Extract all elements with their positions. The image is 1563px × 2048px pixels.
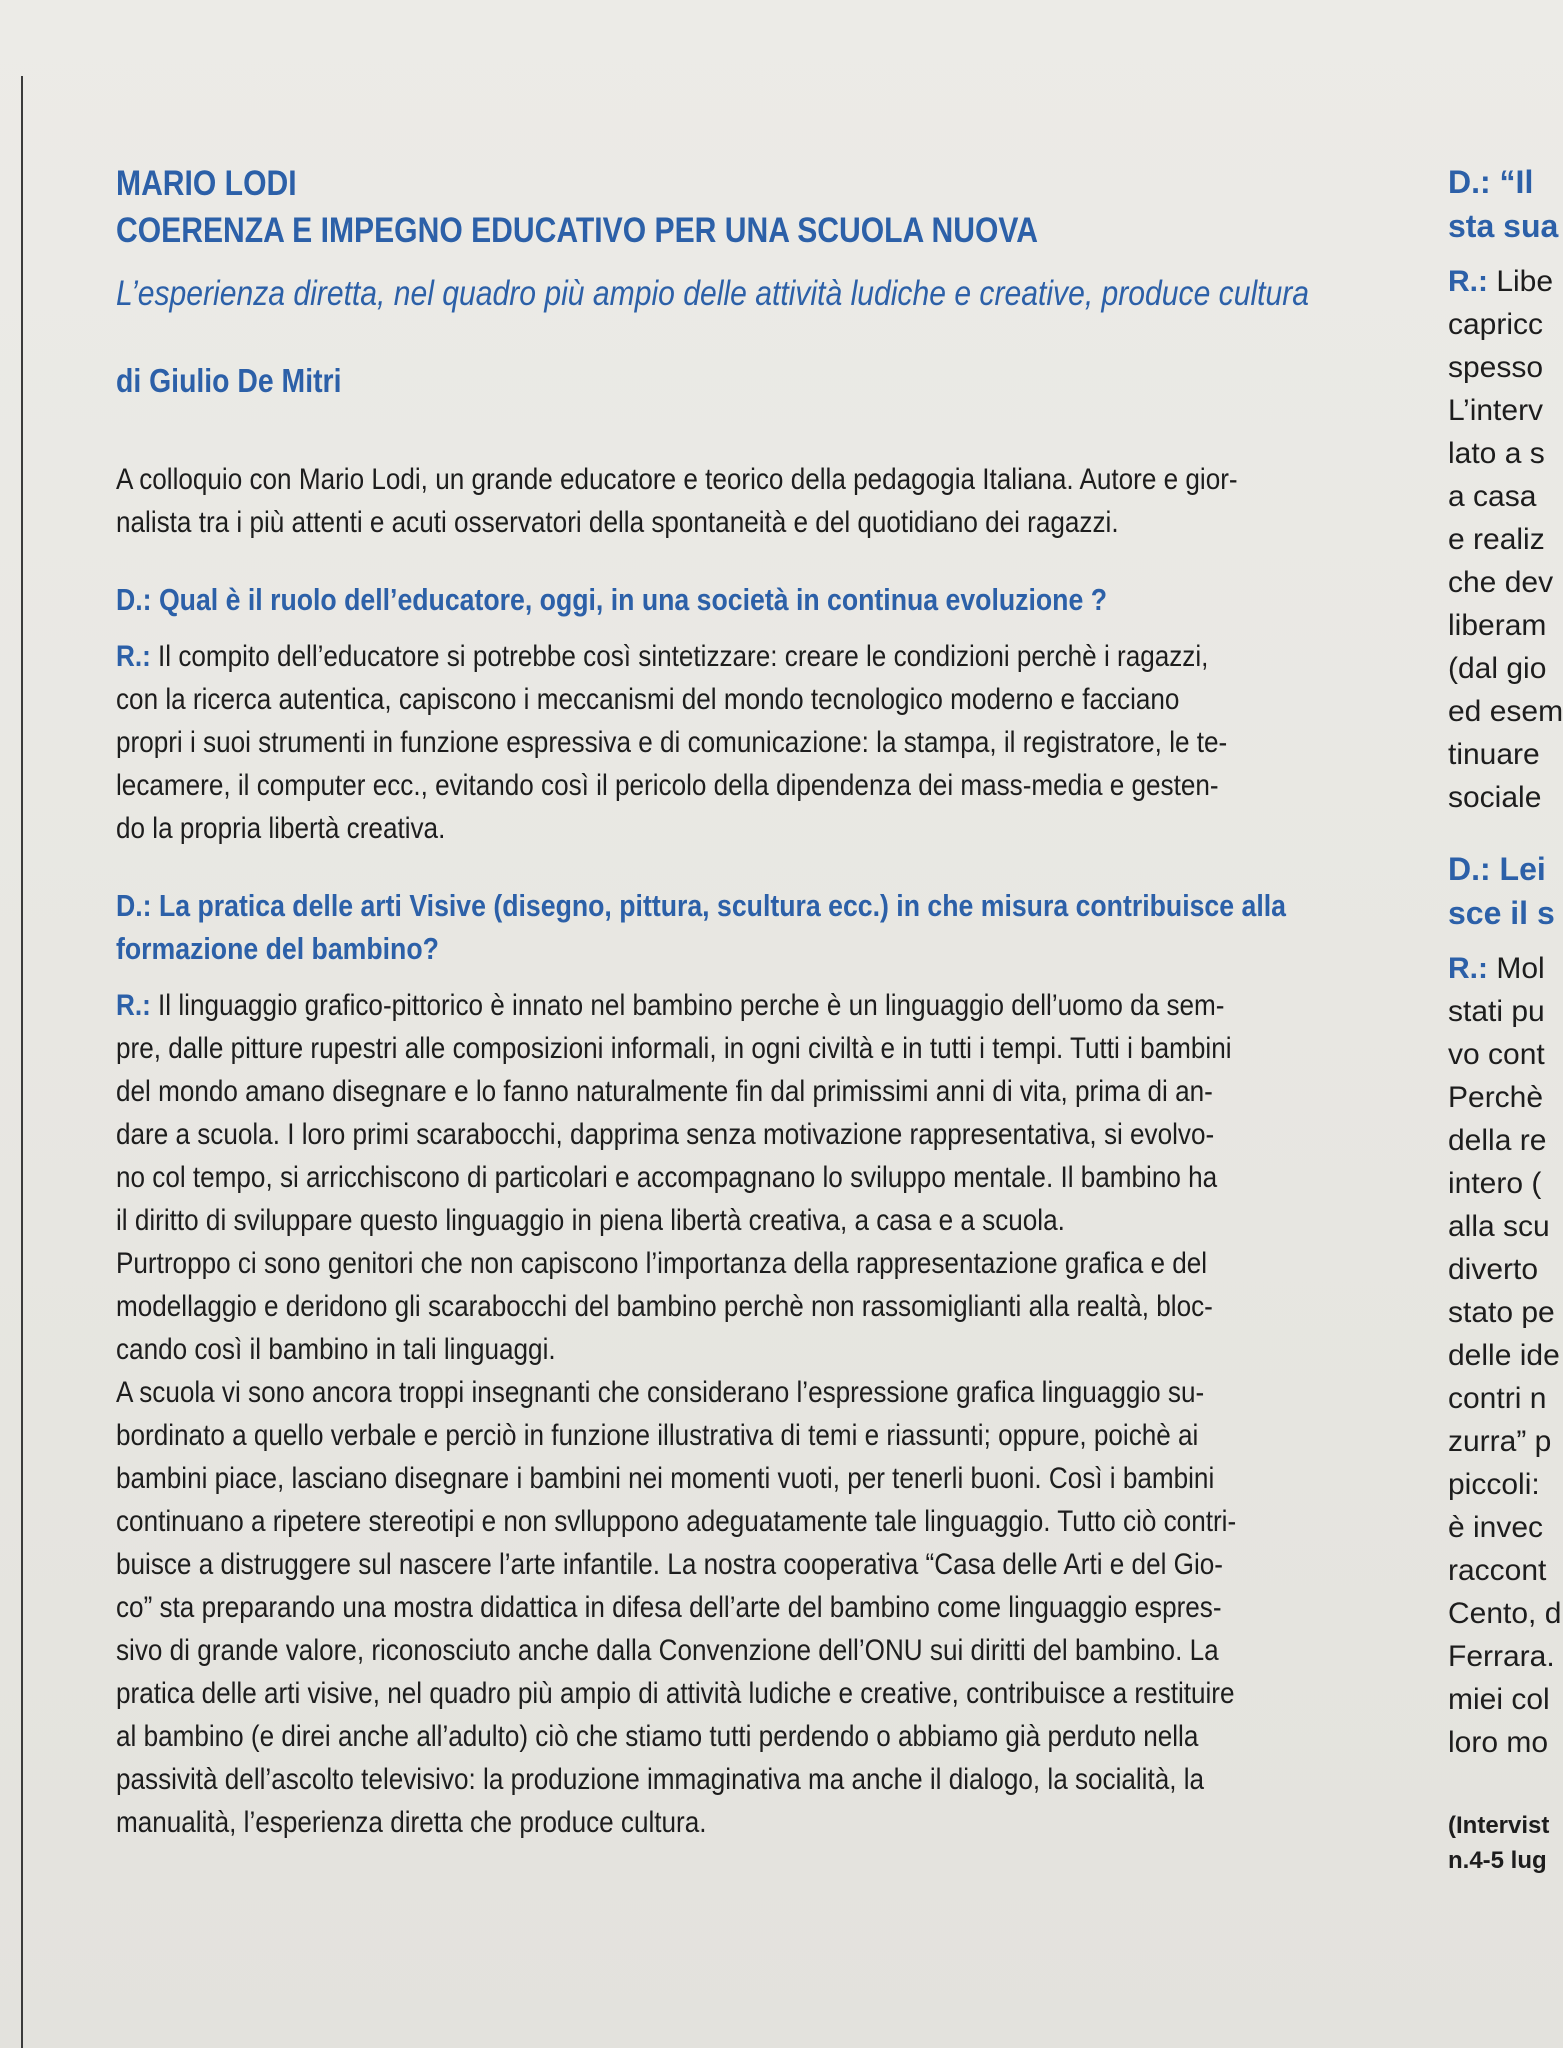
right-text-line: zurra” p	[1448, 1425, 1552, 1458]
title-line-1: MARIO LODI	[116, 164, 297, 203]
text-line: buisce a distruggere sul nascere l’arte infantile. La nostra cooperativa “Casa delle Arti e del Gio-	[116, 1548, 1223, 1581]
text-line: A scuola vi sono ancora troppi insegnanti che considerano l’espressione grafica linguaggio su-	[116, 1376, 1205, 1409]
text-line: lecamere, il computer ecc., evitando così il pericolo della dipendenza dei mass-media e gesten-	[116, 769, 1219, 802]
text-line: propri i suoi strumenti in funzione espressiva e di comunicazione: la stampa, il registratore, le te-	[116, 726, 1228, 759]
right-text-line: e realiz	[1448, 523, 1545, 556]
text-line: A colloquio con Mario Lodi, un grande educatore e teorico della pedagogia Italiana. Autore e gior-	[116, 463, 1238, 496]
article-right-column-cropped	[1448, 160, 1563, 1878]
text-line: Purtroppo ci sono genitori che non capiscono l’importanza della rappresentazione grafica e del	[116, 1247, 1208, 1280]
right-question-1-line: sta sua	[1448, 208, 1559, 244]
right-text-line: ed esem	[1448, 695, 1563, 728]
right-text-line: alla scu	[1448, 1210, 1550, 1243]
text-line: bambini piace, lasciano disegnare i bambini nei momenti vuoti, per tenerli buoni. Così i bambini	[116, 1462, 1215, 1495]
text-line: con la ricerca autentica, capiscono i meccanismi del mondo tecnologico moderno e facciano	[116, 683, 1180, 716]
article-byline: di Giulio De Mitri	[116, 362, 342, 399]
question-text: Qual è il ruolo dell’educatore, oggi, in una società in continua evoluzione ?	[151, 582, 1107, 617]
text-line: do la propria libertà creativa.	[116, 812, 446, 845]
right-answer-label: R.:	[1448, 952, 1488, 985]
right-text-line: lato a s	[1448, 437, 1545, 470]
right-question-1-line: D.: “Il	[1448, 164, 1534, 200]
page-fold-line	[21, 76, 23, 2048]
question-text: La pratica delle arti Visive (disegno, pittura, scultura ecc.) in che misura contribuisce alla	[151, 888, 1286, 923]
right-text-line: diverto	[1448, 1253, 1539, 1286]
right-answer-label: R.:	[1448, 265, 1488, 298]
right-text-line: Perchè	[1448, 1081, 1544, 1114]
right-source-note: (Intervist	[1448, 1812, 1550, 1839]
right-text-line: (dal gio	[1448, 652, 1547, 685]
text-line: cando così il bambino in tali linguaggi.	[116, 1333, 556, 1366]
text-line: il diritto di sviluppare questo linguaggio in piena libertà creativa, a casa e a scuola.	[116, 1204, 1065, 1237]
right-text-line: miei col	[1448, 1683, 1550, 1716]
question-label: D.:	[116, 888, 152, 923]
right-text-line: è invec	[1448, 1511, 1544, 1544]
text-line: del mondo amano disegnare e lo fanno naturalmente fin dal primissimi anni di vita, prima di an-	[116, 1075, 1213, 1108]
right-text-line: tinuare	[1448, 738, 1540, 771]
text-line: manualità, l’esperienza diretta che produce cultura.	[116, 1806, 707, 1839]
right-text-line: sociale	[1448, 781, 1542, 814]
question-text: formazione del bambino?	[116, 931, 439, 966]
question-2	[116, 884, 1286, 970]
text-line: Il linguaggio grafico-pittorico è innato nel bambino perche è un linguaggio dell’uomo da sem-	[150, 989, 1225, 1022]
right-question-2-line: D.: Lei	[1448, 851, 1546, 887]
right-text-line: contri n	[1448, 1382, 1547, 1415]
text-line: bordinato a quello verbale e perciò in funzione illustrativa di temi e riassunti; oppure, poichè ai	[116, 1419, 1199, 1452]
right-source-note: n.4-5 lug	[1448, 1847, 1547, 1874]
text-line: Il compito dell’educatore si potrebbe così sintetizzare: creare le condizioni perchè i ragazzi,	[150, 640, 1209, 673]
answer-2	[116, 984, 1237, 1844]
right-text-line: Libe	[1488, 265, 1554, 298]
right-text-line: Mol	[1488, 952, 1545, 985]
text-line: al bambino (e direi anche all’adulto) ciò che stiamo tutti perdendo o abbiamo già perduto nella	[116, 1720, 1199, 1753]
article-title	[116, 160, 1204, 254]
text-line: pratica delle arti visive, nel quadro più ampio di attività ludiche e creative, contribuisce a restituire	[116, 1677, 1235, 1710]
right-text-line: L’interv	[1448, 394, 1544, 427]
text-line: sivo di grande valore, riconosciuto anche dalla Convenzione dell’ONU sui diritti del bambino. La	[116, 1634, 1219, 1667]
right-text-line: stato pe	[1448, 1296, 1555, 1329]
right-text-line: spesso	[1448, 351, 1544, 384]
answer-1	[116, 635, 1228, 850]
intro-paragraph	[116, 458, 1238, 544]
text-line: continuano a ripetere stereotipi e non svlluppono adeguatamente tale linguaggio. Tutto ciò contri-	[116, 1505, 1237, 1538]
right-text-line: piccoli:	[1448, 1468, 1540, 1501]
question-1	[116, 578, 1204, 621]
text-line: dare a scuola. I loro primi scarabocchi, dapprima senza motivazione rappresentativa, si evolvo-	[116, 1118, 1215, 1151]
right-text-line: capricc	[1448, 308, 1544, 341]
right-text-line: che dev	[1448, 566, 1554, 599]
answer-label: R.:	[116, 989, 151, 1022]
right-text-line: raccont	[1448, 1554, 1547, 1587]
text-line: no col tempo, si arricchiscono di particolari e accompagnano lo sviluppo mentale. Il bambino ha	[116, 1161, 1218, 1194]
article-main-column	[116, 160, 1381, 1844]
right-text-line: della re	[1448, 1124, 1547, 1157]
answer-label: R.:	[116, 640, 151, 673]
article-subtitle: L’esperienza diretta, nel quadro più ampio delle attività ludiche e creative, produce cultura	[116, 274, 1310, 313]
right-text-line: Ferrara.	[1448, 1640, 1555, 1673]
question-label: D.:	[116, 582, 152, 617]
text-line: nalista tra i più attenti e acuti osservatori della spontaneità e del quotidiano dei ragazzi.	[116, 506, 1119, 539]
right-text-line: Cento, d	[1448, 1597, 1562, 1630]
right-text-line: stati pu	[1448, 995, 1545, 1028]
title-line-2: COERENZA E IMPEGNO EDUCATIVO PER UNA SCUOLA NUOVA	[116, 211, 1039, 250]
right-text-line: vo cont	[1448, 1038, 1545, 1071]
right-text-line: a casa	[1448, 480, 1537, 513]
right-text-line: delle ide	[1448, 1339, 1560, 1372]
right-question-2-line: sce il s	[1448, 895, 1555, 931]
text-line: modellaggio e deridono gli scarabocchi del bambino perchè non rassomiglianti alla realtà, bloc-	[116, 1290, 1213, 1323]
right-text-line: intero (	[1448, 1167, 1542, 1200]
right-text-line: loro mo	[1448, 1726, 1549, 1759]
text-line: pre, dalle pitture rupestri alle composizioni informali, in ogni civiltà e in tutti i tempi. Tutti i bambini	[116, 1032, 1232, 1065]
right-text-line: liberam	[1448, 609, 1547, 642]
text-line: passività dell’ascolto televisivo: la produzione immaginativa ma anche il dialogo, la socialità, la	[116, 1763, 1205, 1796]
text-line: co” sta preparando una mostra didattica in difesa dell’arte del bambino come linguaggio espres-	[116, 1591, 1222, 1624]
